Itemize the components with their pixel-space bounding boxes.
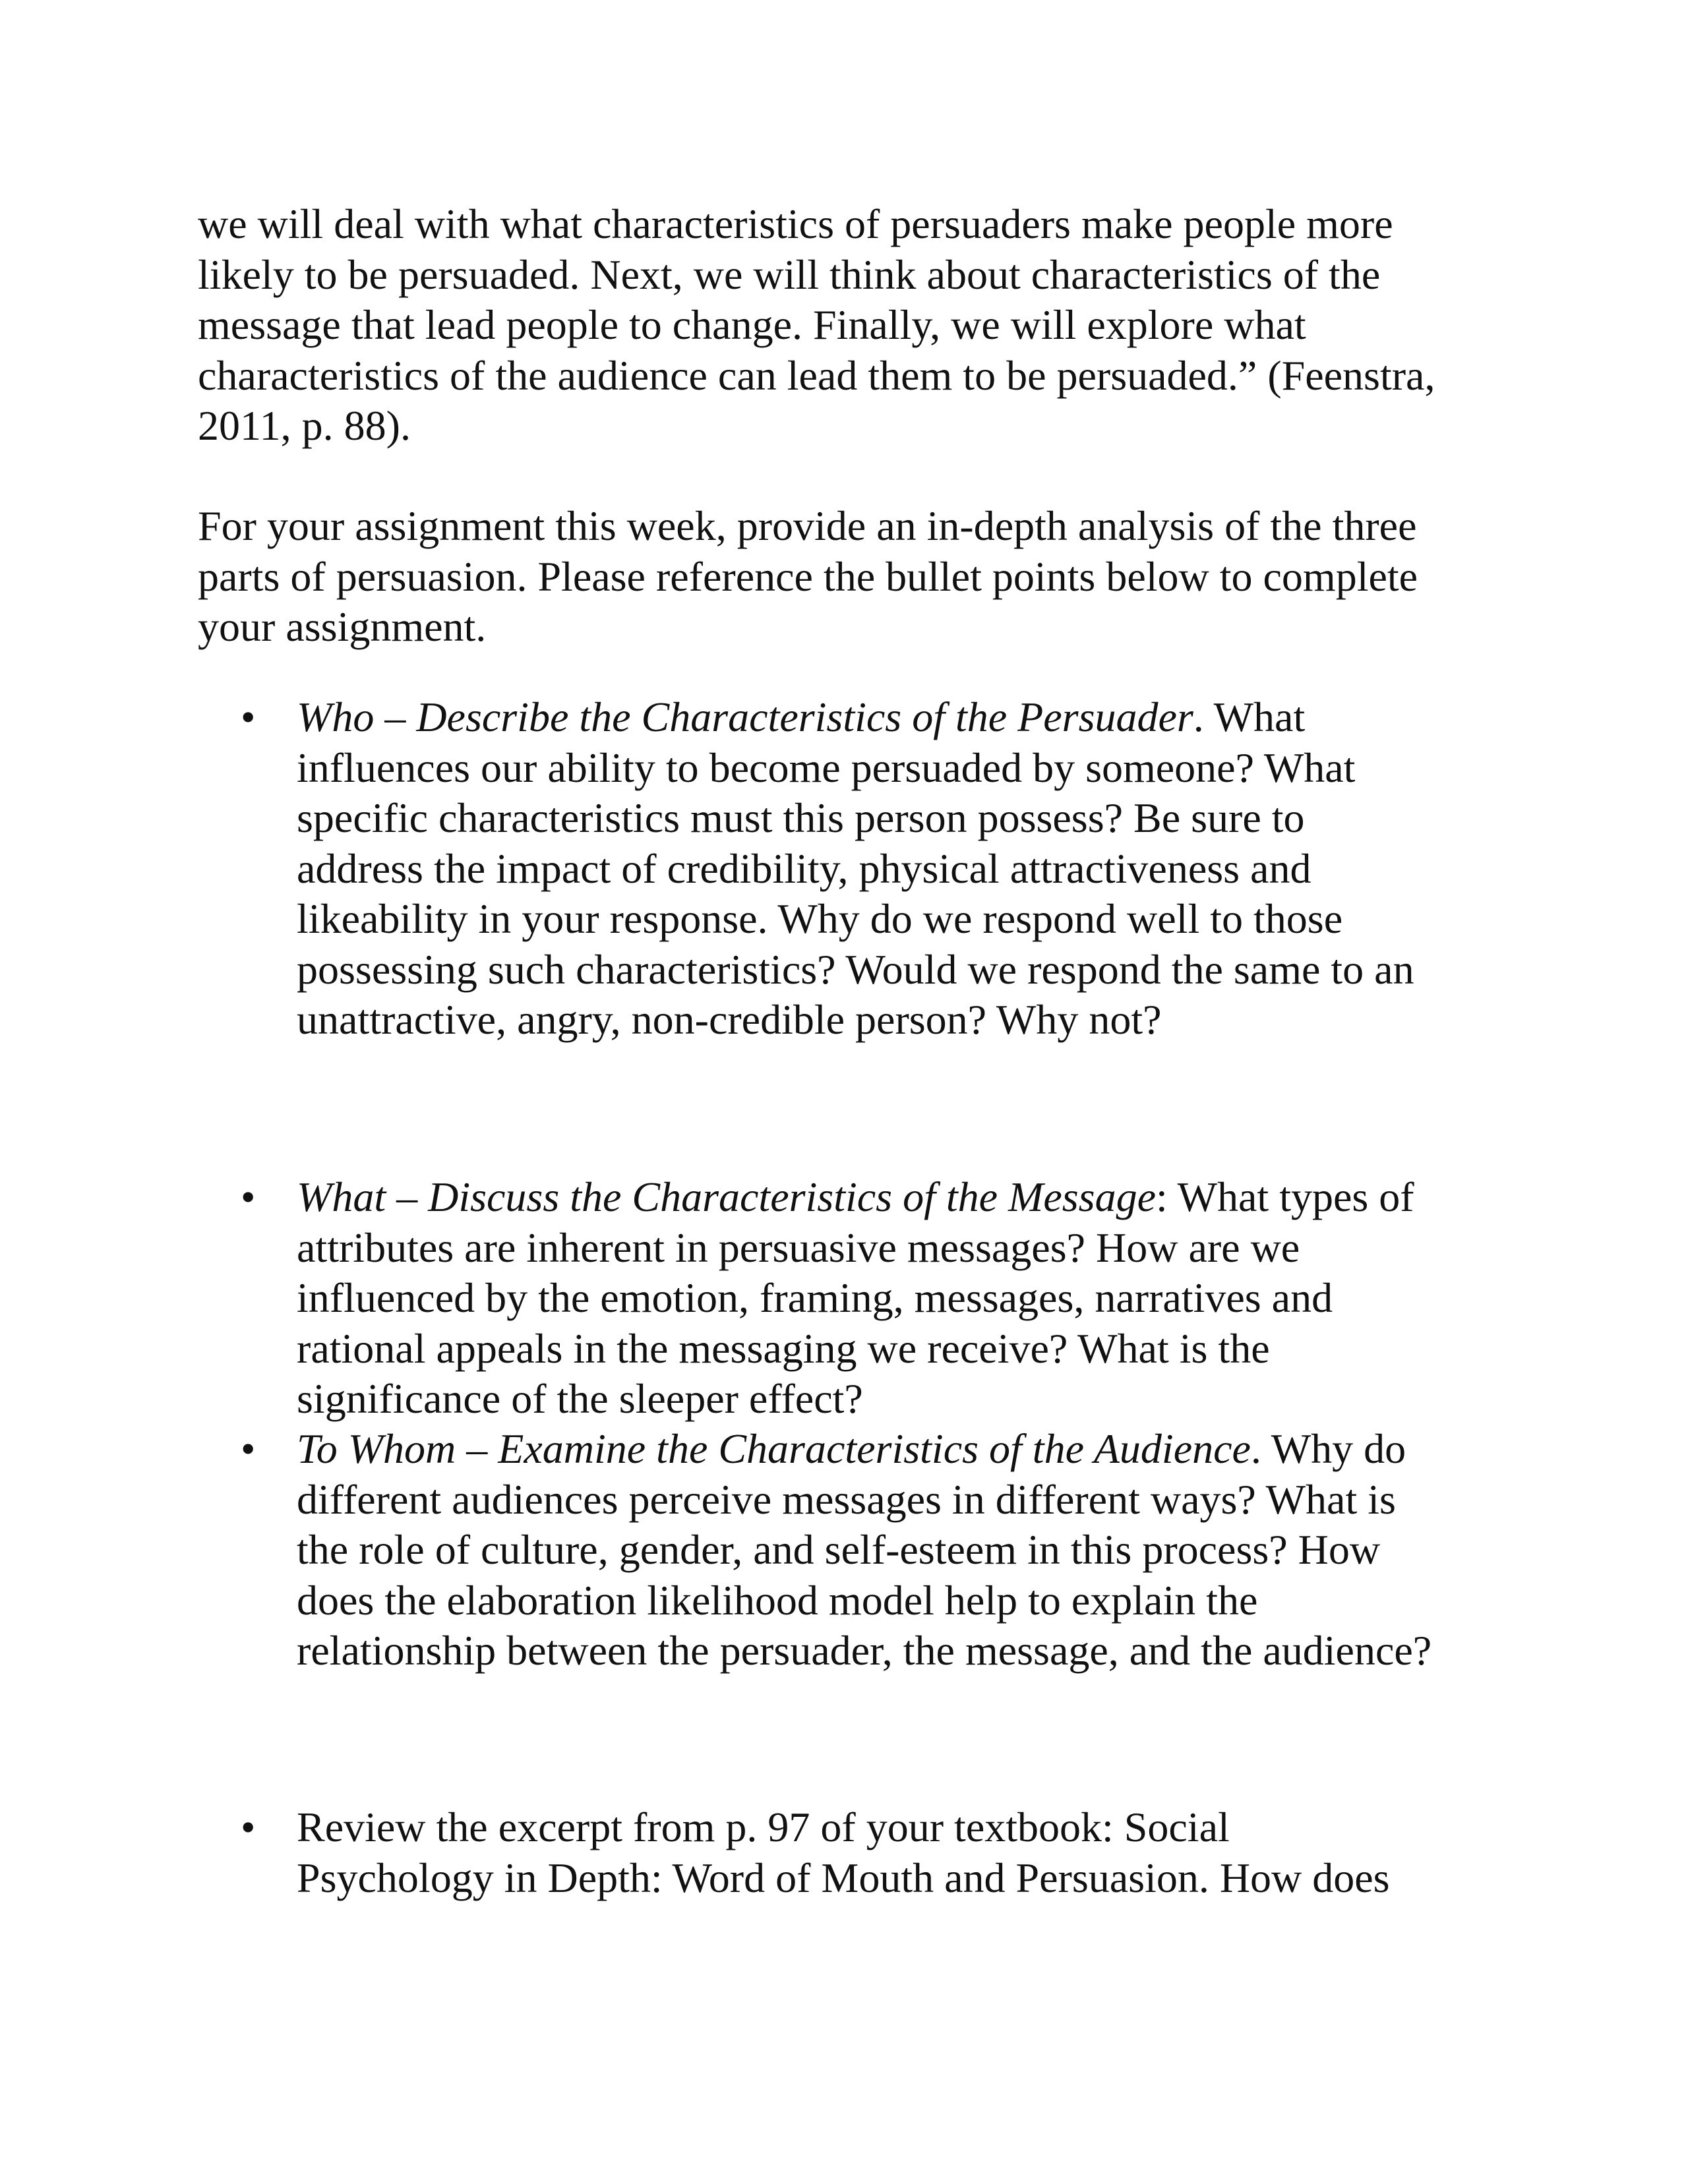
bullet-line: specific characteristics must this person possess? Be sure to <box>297 794 1305 841</box>
assignment-paragraph <box>198 501 1510 653</box>
bullet-line: the role of culture, gender, and self-esteem in this process? How <box>297 1526 1381 1573</box>
bullet-line: influenced by the emotion, framing, messages, narratives and <box>297 1274 1333 1321</box>
bullet-dot-icon: • <box>241 1173 256 1220</box>
assignment-line: your assignment. <box>198 603 487 650</box>
assignment-line: parts of persuasion. Please reference the bullet points below to complete <box>198 552 1418 600</box>
bullet-heading: What – Discuss the Characteristics of the Message <box>297 1173 1156 1220</box>
bullet-heading: To Whom – Examine the Characteristics of the Audience <box>297 1425 1251 1472</box>
bullet-text <box>297 1802 1523 1903</box>
intro-paragraph <box>198 199 1510 452</box>
bullet-line: relationship between the persuader, the message, and the audience? <box>297 1627 1432 1674</box>
bullet-dot-icon: • <box>241 1804 256 1850</box>
bullet-line: unattractive, angry, non-credible person? Why not? <box>297 996 1162 1043</box>
bullet-first-line-rest: . Why do <box>1250 1425 1406 1472</box>
bullet-line: likeability in your response. Why do we respond well to those <box>297 895 1343 942</box>
intro-line: we will deal with what characteristics of persuaders make people more <box>198 200 1393 247</box>
bullet-line: different audiences perceive messages in different ways? What is <box>297 1475 1396 1523</box>
bullet-line: Psychology in Depth: Word of Mouth and Persuasion. How does <box>297 1854 1390 1901</box>
bullet-line: does the elaboration likelihood model help to explain the <box>297 1576 1258 1624</box>
bullet-dot-icon: • <box>241 694 256 740</box>
bullet-first-line-rest: Review the excerpt from p. 97 of your textbook: Social <box>297 1804 1230 1850</box>
intro-line: likely to be persuaded. Next, we will think about characteristics of the <box>198 251 1381 298</box>
assignment-line: For your assignment this week, provide an in-depth analysis of the three <box>198 502 1417 549</box>
bullet-line: possessing such characteristics? Would we respond the same to an <box>297 945 1414 993</box>
bullet-line: address the impact of credibility, physical attractiveness and <box>297 844 1311 892</box>
bullet-heading: Who – Describe the Characteristics of the Persuader <box>297 694 1193 740</box>
bullet-line: significance of the sleeper effect? <box>297 1375 863 1422</box>
intro-line: message that lead people to change. Finally, we will explore what <box>198 301 1306 348</box>
intro-line: 2011, p. 88). <box>198 402 411 449</box>
bullet-first-line-rest: . What <box>1193 694 1306 740</box>
bullet-first-line-rest: : What types of <box>1155 1173 1414 1220</box>
bullet-line: rational appeals in the messaging we receive? What is the <box>297 1324 1270 1372</box>
bullet-line: influences our ability to become persuaded by someone? What <box>297 744 1356 791</box>
bullet-text <box>297 1424 1523 1676</box>
intro-line: characteristics of the audience can lead them to be persuaded.” (Feenstra, <box>198 351 1435 399</box>
bullet-line: attributes are inherent in persuasive messages? How are we <box>297 1224 1300 1271</box>
bullet-dot-icon: • <box>241 1425 256 1472</box>
bullet-text <box>297 1172 1523 1425</box>
bullet-text <box>297 692 1523 1046</box>
